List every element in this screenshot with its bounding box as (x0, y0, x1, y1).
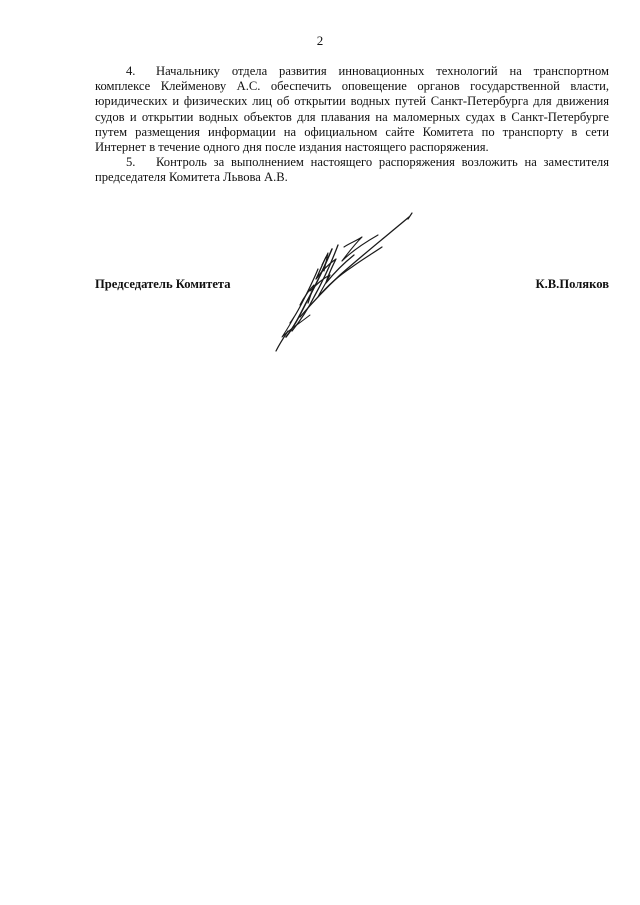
document-body (95, 64, 609, 186)
paragraph-5 (95, 155, 609, 185)
page-number: 2 (316, 33, 324, 48)
paragraph-number: 5. (126, 155, 136, 170)
signatory-name: К.В.Поляков (535, 277, 609, 291)
paragraph-text: Контроль за выполнением настоящего распоряжения возложить на заместителя председателя Комитета Львова А.В. (95, 155, 609, 185)
paragraph-number: 4. (126, 64, 136, 78)
paragraph-text: Начальнику отдела развития инновационных технологий на транспортном комплексе Клейменову А.С. обеспечить оповещение органов государственной власти, юридических и физических лиц об открытии водных путей Санкт-Петербурга для движения судов и открытии водных объектов для плавания на маломерных судах в Санкт-Петербурге путем размещения информации на официальном сайте Комитета по транспорту в сети Интернет в течение одного дня после издания настоящего распоряжения. (95, 64, 609, 155)
signatory-position: Председатель Комитета (95, 277, 231, 291)
paragraph-4 (95, 64, 609, 155)
handwritten-signature (270, 205, 425, 355)
